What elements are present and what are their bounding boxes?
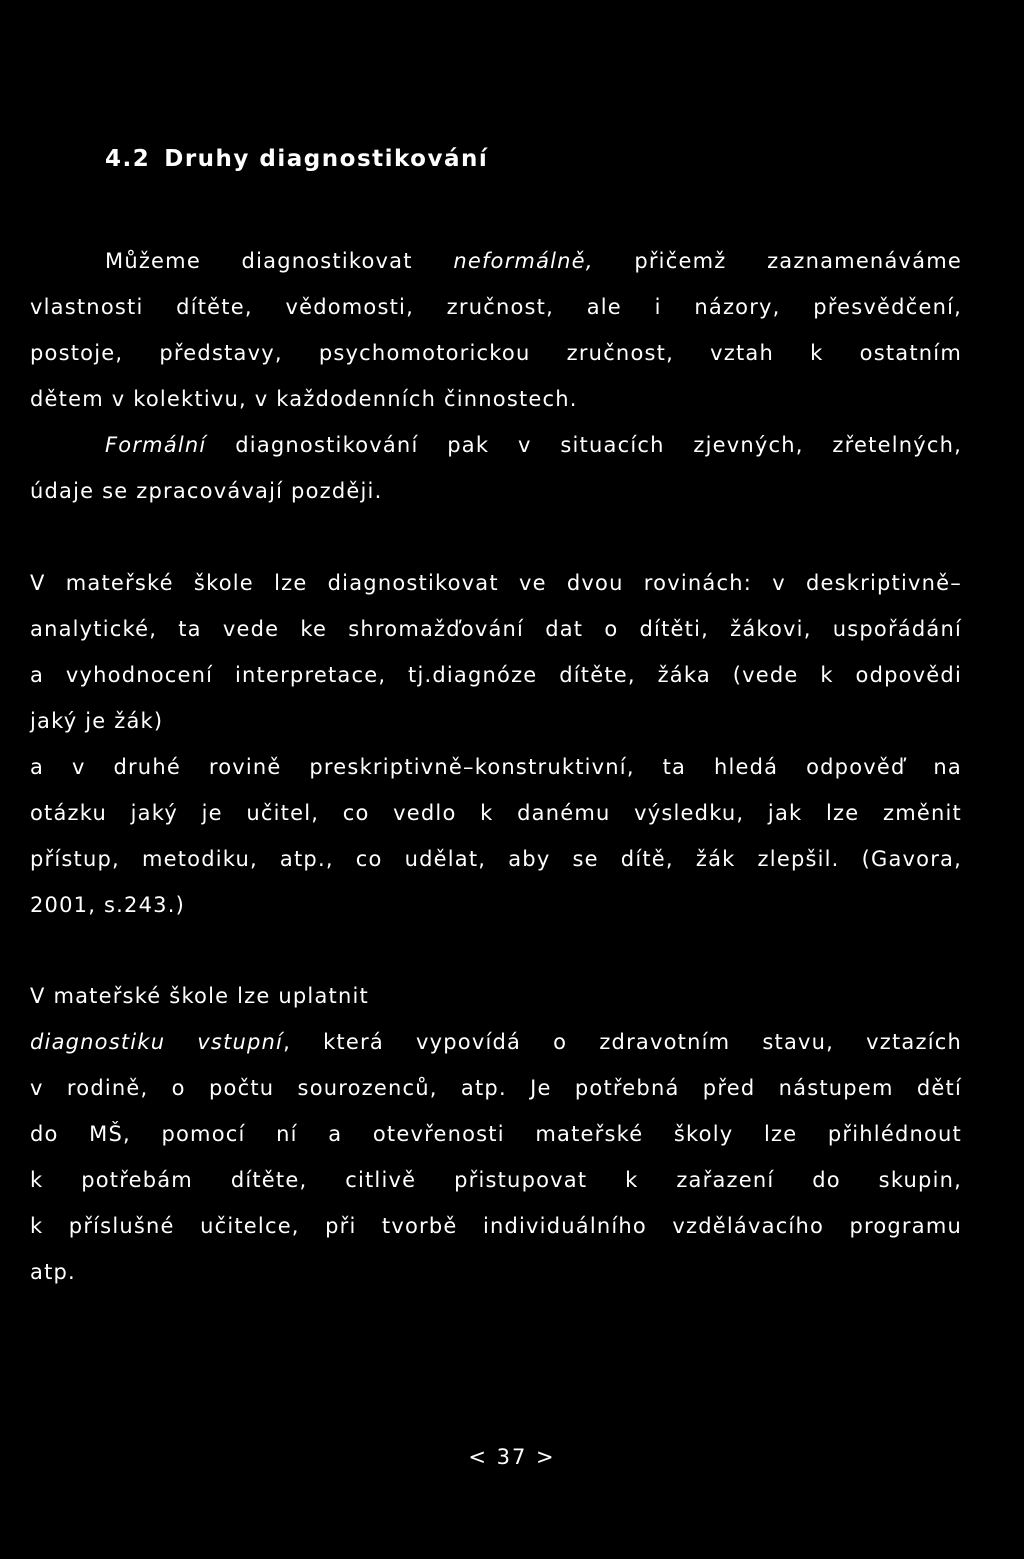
paragraph-1-line-1 (105, 247, 962, 275)
paragraph-3-line-4: do MŠ, pomocí ní a otevřenosti mateřské školy lze přihlédnout (30, 1122, 962, 1146)
paragraph-1-line-3: postoje, představy, psychomotorickou zručnost, vztah k ostatním (30, 341, 962, 365)
paragraph-1-line-6: údaje se zpracovávají později. (30, 479, 383, 503)
paragraph-2-line-7: přístup, metodiku, atp., co udělat, aby se dítě, žák zlepšil. (Gavora, (30, 847, 962, 871)
paragraph-2-line-4: jaký je žák) (30, 709, 164, 733)
italic-term: diagnostiku vstupní (30, 1030, 284, 1054)
text-span: přičemž zaznamenáváme (634, 249, 962, 273)
text-span: diagnostikování pak v situacích zjevných, zřetelných, (235, 433, 962, 457)
paragraph-3-line-1: V mateřské škole lze uplatnit (30, 984, 369, 1008)
section-number: 4.2 (105, 146, 151, 172)
paragraph-1-line-2: vlastnosti dítěte, vědomosti, zručnost, ale i názory, přesvědčení, (30, 295, 962, 319)
paragraph-2-line-1: V mateřské škole lze diagnostikovat ve dvou rovinách: v deskriptivně– (30, 571, 962, 595)
paragraph-2-line-6: otázku jaký je učitel, co vedlo k danému výsledku, jak lze změnit (30, 801, 962, 825)
italic-term: neformálně, (453, 249, 594, 273)
paragraph-3-line-7: atp. (30, 1260, 76, 1284)
paragraph-1-line-4: dětem v kolektivu, v každodenních činnostech. (30, 387, 578, 411)
paragraph-2-line-8: 2001, s.243.) (30, 893, 185, 917)
paragraph-3-line-5: k potřebám dítěte, citlivě přistupovat k zařazení do skupin, (30, 1168, 962, 1192)
paragraph-2-line-3: a vyhodnocení interpretace, tj.diagnóze dítěte, žáka (vede k odpovědi (30, 663, 962, 687)
text-span: , která vypovídá o zdravotním stavu, vztazích (283, 1030, 962, 1054)
section-heading (105, 146, 488, 172)
text-span: Můžeme diagnostikovat (105, 249, 413, 273)
page-number: < 37 > (468, 1445, 556, 1469)
paragraph-2-line-5: a v druhé rovině preskriptivně–konstruktivní, ta hledá odpověď na (30, 755, 962, 779)
paragraph-3-line-3: v rodině, o počtu sourozenců, atp. Je potřebná před nástupem dětí (30, 1076, 962, 1100)
section-title: Druhy diagnostikování (164, 146, 489, 172)
paragraph-3-line-6: k příslušné učitelce, při tvorbě individuálního vzdělávacího programu (30, 1214, 962, 1238)
paragraph-1-line-5 (105, 431, 962, 459)
paragraph-3-line-2 (30, 1028, 962, 1056)
italic-term: Formální (105, 433, 207, 457)
paragraph-2-line-2: analytické, ta vede ke shromažďování dat o dítěti, žákovi, uspořádání (30, 617, 962, 641)
